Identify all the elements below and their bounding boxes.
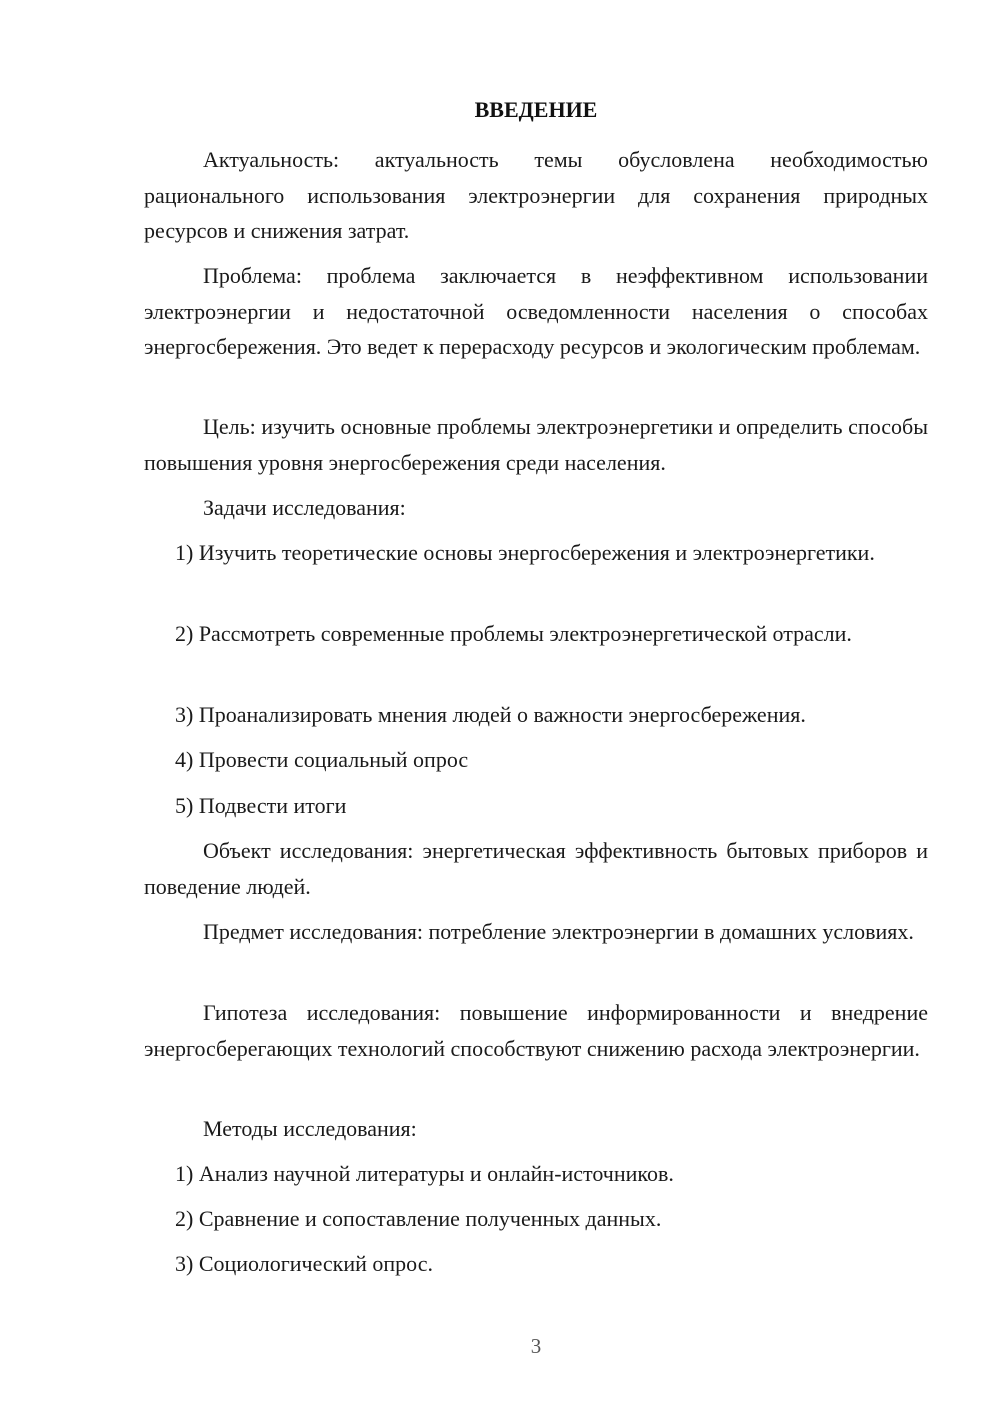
task-item-4: 4) Провести социальный опрос [175,747,469,772]
paragraph-subject: Предмет исследования: потребление электроэнергии в домашних условиях. [203,919,914,944]
paragraph-object: Объект исследования: энергетическая эффективность бытовых приборов и поведение людей. [144,838,928,899]
page-number: 3 [530,1334,542,1358]
paragraph-relevance: Актуальность: актуальность темы обусловлена необходимостью рационального использования электроэнергии для сохранения природных ресурсов и снижения затрат. [144,147,928,243]
method-item-2: 2) Сравнение и сопоставление полученных данных. [175,1206,662,1231]
task-item-1: 1) Изучить теоретические основы энергосбережения и электроэнергетики. [175,540,875,565]
paragraph-hypothesis: Гипотеза исследования: повышение информированности и внедрение энергосберегающих технологий способствуют снижению расхода электроэнергии. [144,1000,928,1061]
methods-heading: Методы исследования: [203,1116,417,1141]
task-item-5: 5) Подвести итоги [175,793,347,818]
task-item-3: 3) Проанализировать мнения людей о важности энергосбережения. [175,702,806,727]
task-item-2: 2) Рассмотреть современные проблемы электроэнергетической отрасли. [175,621,852,646]
tasks-heading: Задачи исследования: [203,495,406,520]
method-item-3: 3) Социологический опрос. [175,1251,433,1276]
paragraph-problem: Проблема: проблема заключается в неэффективном использовании электроэнергии и недостаточной осведомленности населения о способах энергосбережения. Это ведет к перерасходу ресурсов и экологическим проблемам. [144,263,928,359]
page-title: ВВЕДЕНИЕ [474,97,598,122]
method-item-1: 1) Анализ научной литературы и онлайн-источников. [175,1161,674,1186]
paragraph-goal: Цель: изучить основные проблемы электроэнергетики и определить способы повышения уровня энергосбережения среди населения. [144,414,928,475]
